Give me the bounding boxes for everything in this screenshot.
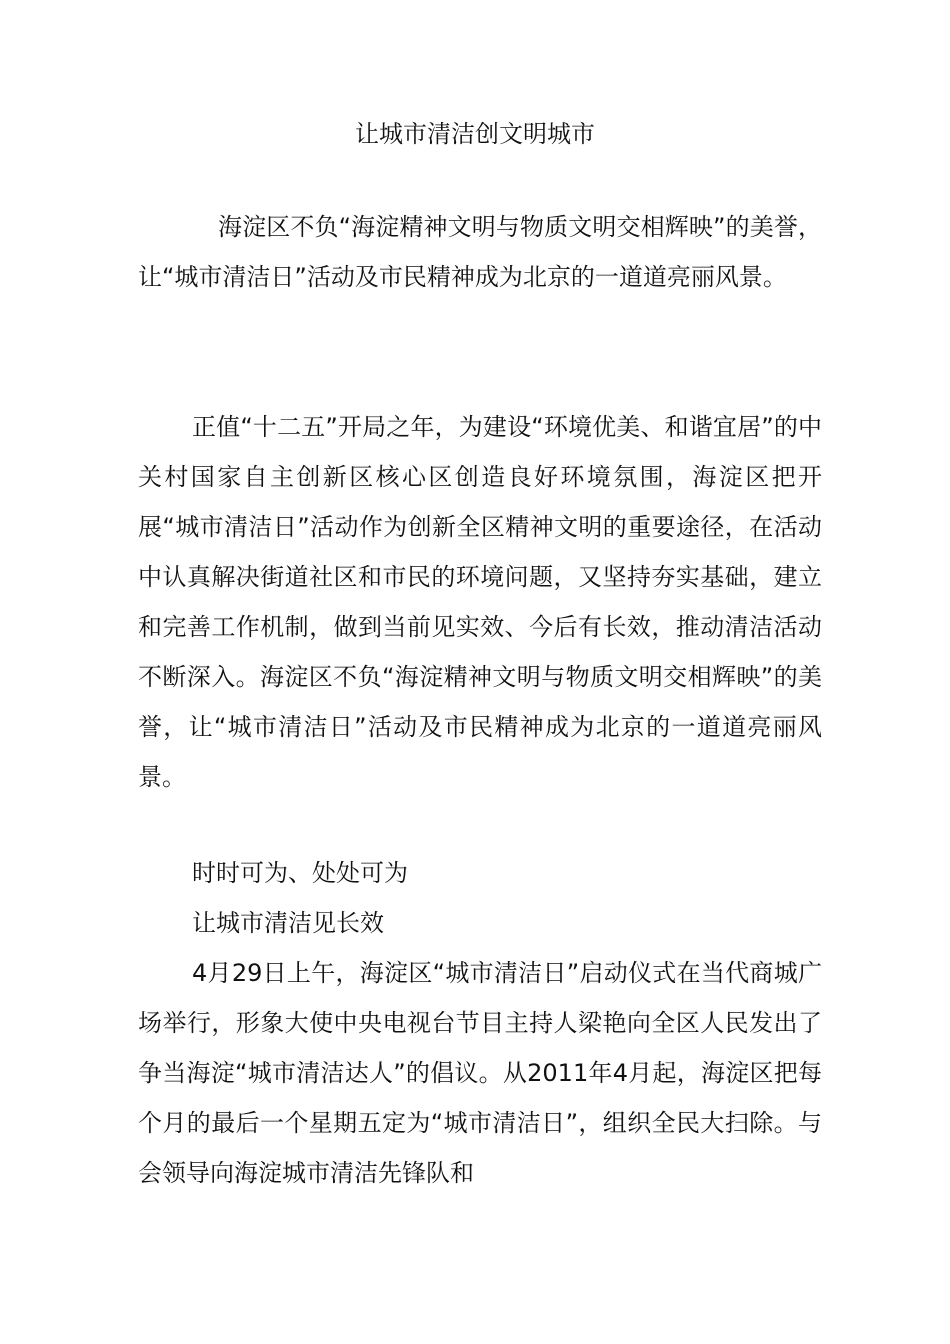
paragraph-event: 4月29日上午，海淀区“城市清洁日”启动仪式在当代商城广场举行，形象大使中央电视台节目主持人梁艳向全区人民发出了争当海淀“城市清洁达人”的倡议。从2011年4月起，海淀区把每个月的最后一个星期五定为“城市清洁日”，组织全民大扫除。与会领导向海淀城市清洁先锋队和: [138, 959, 822, 1187]
document-title: 让城市清洁创文明城市: [355, 120, 595, 148]
subheading-1: 时时可为、处处可为: [192, 859, 408, 887]
subheading-2: 让城市清洁见长效: [192, 909, 384, 937]
paragraph-intro: 海淀区不负“海淀精神文明与物质文明交相辉映”的美誉，让“城市清洁日”活动及市民精神成为北京的一道道亮丽风景。: [138, 213, 822, 291]
paragraph-main: 正值“十二五”开局之年，为建设“环境优美、和谐宜居”的中关村国家自主创新区核心区创造良好环境氛围，海淀区把开展“城市清洁日”活动作为创新全区精神文明的重要途径，在活动中认真解决街道社区和市民的环境问题，又坚持夯实基础，建立和完善工作机制，做到当前见实效、今后有长效，推动清洁活动不断深入。海淀区不负“海淀精神文明与物质文明交相辉映”的美誉，让“城市清洁日”活动及市民精神成为北京的一道道亮丽风景。: [138, 413, 822, 791]
